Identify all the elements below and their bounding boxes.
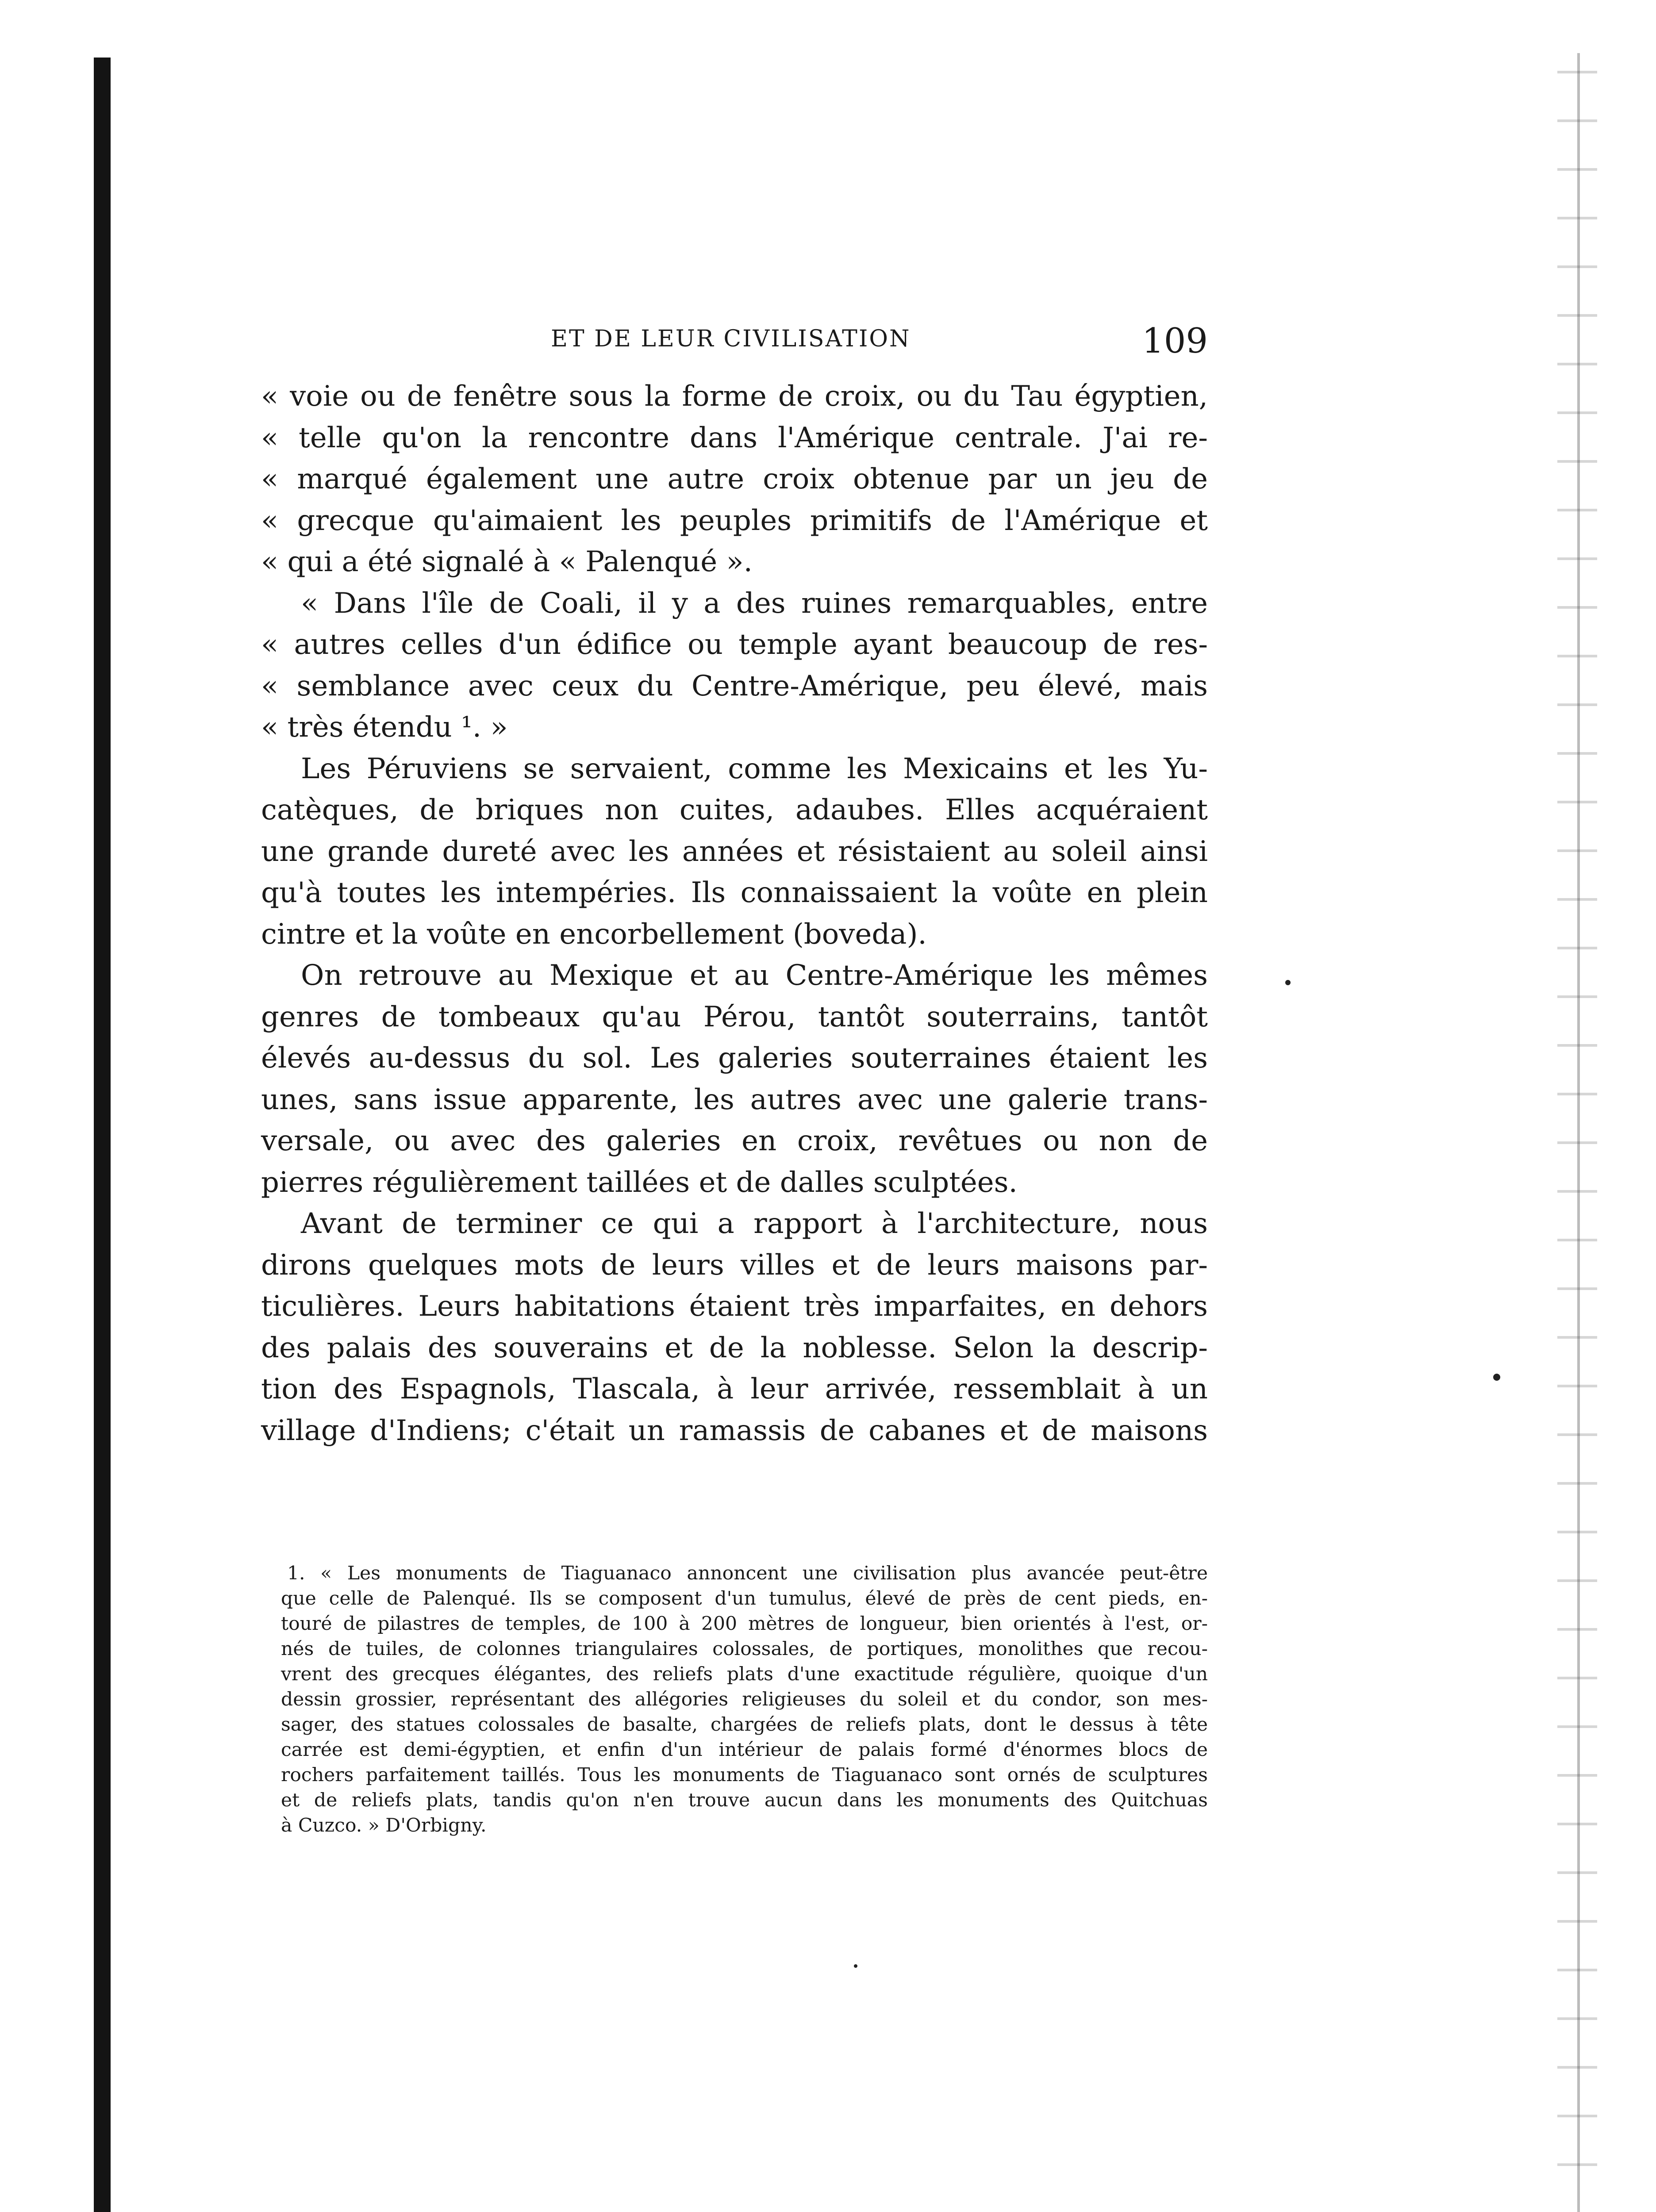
- text-line: pierres régulièrement taillées et de dalles sculptées.: [261, 1166, 1018, 1199]
- text-line: une grande dureté avec les années et résistaient au soleil ainsi: [261, 835, 1208, 868]
- body-text: [261, 376, 1208, 1452]
- page-number: 109: [1142, 321, 1208, 361]
- footnote: [281, 1561, 1208, 1838]
- text-line: catèques, de briques non cuites, adaubes. Elles acquéraient: [261, 794, 1208, 826]
- footnote-line: sager, des statues colossales de basalte, chargées de reliefs plats, dont le dessus à tête: [281, 1714, 1208, 1736]
- footnote-line: vrent des grecques élégantes, des reliefs plats d'une exactitude régulière, quoique d'un: [281, 1663, 1208, 1685]
- footnote-line: rochers parfaitement taillés. Tous les monuments de Tiaguanaco sont ornés de sculptures: [281, 1764, 1208, 1786]
- footnote-line: carrée est demi-égyptien, et enfin d'un intérieur de palais formé d'énormes blocs de: [281, 1739, 1208, 1761]
- text-line: village d'Indiens; c'était un ramassis de cabanes et de maisons: [261, 1414, 1208, 1447]
- binding-edge: [94, 58, 111, 2212]
- scan-speck: [1285, 980, 1291, 985]
- text-line: Les Péruviens se servaient, comme les Mexicains et les Yu-: [301, 752, 1208, 785]
- text-line: « telle qu'on la rencontre dans l'Amérique centrale. J'ai re-: [261, 421, 1208, 454]
- text-line: des palais des souverains et de la noblesse. Selon la descrip-: [261, 1331, 1208, 1364]
- footnote-line: touré de pilastres de temples, de 100 à 200 mètres de longueur, bien orientés à l'est, or-: [281, 1613, 1208, 1635]
- footnote-line: et de reliefs plats, tandis qu'on n'en trouve aucun dans les monuments des Quitchuas: [281, 1790, 1208, 1811]
- text-line: versale, ou avec des galeries en croix, revêtues ou non de: [261, 1125, 1208, 1157]
- text-line: dirons quelques mots de leurs villes et de leurs maisons par-: [261, 1248, 1208, 1282]
- text-line: qu'à toutes les intempéries. Ils connaissaient la voûte en plein: [261, 876, 1208, 909]
- text-line: élevés au-dessus du sol. Les galeries souterraines étaient les: [261, 1042, 1208, 1075]
- footnote-line: 1. « Les monuments de Tiaguanaco annoncent une civilisation plus avancée peut-être: [287, 1563, 1208, 1584]
- footnote-line: nés de tuiles, de colonnes triangulaires colossales, de portiques, monolithes que recou-: [281, 1638, 1208, 1660]
- text-line: « semblance avec ceux du Centre-Amérique, peu élevé, mais: [261, 669, 1208, 703]
- text-line: « grecque qu'aimaient les peuples primitifs de l'Amérique et: [261, 504, 1208, 537]
- text-line: On retrouve au Mexique et au Centre-Amérique les mêmes: [301, 959, 1208, 992]
- text-line: cintre et la voûte en encorbellement (boveda).: [261, 918, 927, 951]
- text-line: « autres celles d'un édifice ou temple ayant beaucoup de res-: [261, 628, 1208, 661]
- text-line: « voie ou de fenêtre sous la forme de croix, ou du Tau égyptien,: [261, 380, 1208, 413]
- running-head: ET DE LEUR CIVILISATION: [551, 326, 911, 352]
- text-line: tion des Espagnols, Tlascala, à leur arrivée, ressemblait à un: [261, 1373, 1208, 1406]
- text-line: ticulières. Leurs habitations étaient très imparfaites, en dehors: [261, 1290, 1208, 1323]
- footnote-line: que celle de Palenqué. Ils se composent d'un tumulus, élevé de près de cent pieds, en-: [281, 1588, 1208, 1609]
- text-line: « très étendu ¹. »: [261, 711, 508, 744]
- text-line: « marqué également une autre croix obtenue par un jeu de: [261, 463, 1208, 495]
- scan-speck: [1493, 1374, 1500, 1381]
- scan-speck: [854, 1964, 857, 1968]
- footnote-line: dessin grossier, représentant des allégories religieuses du soleil et du condor, son mes-: [281, 1689, 1208, 1710]
- text-line: « Dans l'île de Coali, il y a des ruines remarquables, entre: [301, 587, 1208, 620]
- text-line: genres de tombeaux qu'au Pérou, tantôt souterrains, tantôt: [261, 1000, 1208, 1033]
- page-header: [265, 321, 1208, 370]
- text-line: « qui a été signalé à « Palenqué ».: [261, 545, 753, 578]
- scan-edge-line: [1577, 53, 1580, 2212]
- text-line: unes, sans issue apparente, les autres avec une galerie trans-: [261, 1083, 1208, 1116]
- text-line: Avant de terminer ce qui a rapport à l'architecture, nous: [301, 1207, 1208, 1240]
- footnote-line: à Cuzco. » D'Orbigny.: [281, 1815, 487, 1836]
